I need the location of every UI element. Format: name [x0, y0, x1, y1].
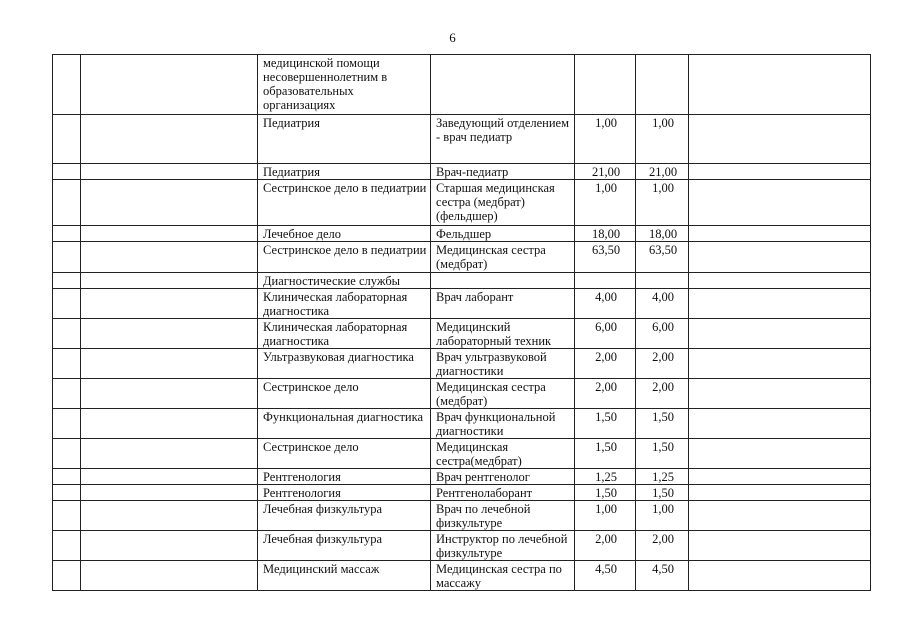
specialty-cell: Диагностические службы: [258, 273, 431, 289]
staff-units-actual-cell: 2,00: [636, 349, 689, 379]
staff-units-cell: 1,50: [575, 409, 636, 439]
note-cell: [689, 531, 871, 561]
note-cell: [689, 469, 871, 485]
staffing-table: [52, 54, 871, 591]
staff-units-cell: 6,00: [575, 319, 636, 349]
table-row: [53, 485, 871, 501]
position-cell: Рентгенолаборант: [431, 485, 575, 501]
table-row: [53, 55, 871, 115]
row-number-cell: [53, 349, 81, 379]
table-row: [53, 115, 871, 164]
staff-units-actual-cell: 1,50: [636, 485, 689, 501]
table-row: [53, 289, 871, 319]
staff-units-actual-cell: 4,50: [636, 561, 689, 591]
row-number-cell: [53, 115, 81, 164]
section-cell: [81, 180, 258, 226]
section-cell: [81, 273, 258, 289]
position-cell: Медицинский лабораторный техник: [431, 319, 575, 349]
staff-units-cell: 2,00: [575, 379, 636, 409]
staff-units-actual-cell: 4,00: [636, 289, 689, 319]
specialty-cell: Сестринское дело в педиатрии: [258, 180, 431, 226]
section-cell: [81, 501, 258, 531]
row-number-cell: [53, 242, 81, 273]
table-body: [53, 55, 871, 591]
section-cell: [81, 164, 258, 180]
table-row: [53, 379, 871, 409]
specialty-cell: Педиатрия: [258, 164, 431, 180]
row-number-cell: [53, 379, 81, 409]
row-number-cell: [53, 289, 81, 319]
staff-units-actual-cell: 1,25: [636, 469, 689, 485]
section-cell: [81, 319, 258, 349]
section-cell: [81, 485, 258, 501]
position-cell: Врач по лечебной физкультуре: [431, 501, 575, 531]
specialty-cell: Клиническая лабораторная диагностика: [258, 289, 431, 319]
staff-units-actual-cell: 2,00: [636, 379, 689, 409]
row-number-cell: [53, 469, 81, 485]
staff-units-cell: 1,50: [575, 439, 636, 469]
table-row: [53, 273, 871, 289]
table-row: [53, 439, 871, 469]
note-cell: [689, 242, 871, 273]
staff-units-actual-cell: 21,00: [636, 164, 689, 180]
staff-units-actual-cell: 1,50: [636, 409, 689, 439]
position-cell: Медицинская сестра (медбрат): [431, 379, 575, 409]
table-row: [53, 226, 871, 242]
specialty-cell: Лечебное дело: [258, 226, 431, 242]
row-number-cell: [53, 55, 81, 115]
note-cell: [689, 409, 871, 439]
position-cell: Врач функциональной диагностики: [431, 409, 575, 439]
table-row: [53, 180, 871, 226]
section-cell: [81, 55, 258, 115]
specialty-cell: Функциональная диагностика: [258, 409, 431, 439]
row-number-cell: [53, 273, 81, 289]
section-cell: [81, 561, 258, 591]
staff-units-cell: 1,25: [575, 469, 636, 485]
position-cell: Инструктор по лечебной физкультуре: [431, 531, 575, 561]
position-cell: Старшая медицинская сестра (медбрат) (фельдшер): [431, 180, 575, 226]
position-cell: Заведующий отделением - врач педиатр: [431, 115, 575, 164]
note-cell: [689, 55, 871, 115]
note-cell: [689, 501, 871, 531]
table-row: [53, 242, 871, 273]
staff-units-cell: 1,00: [575, 180, 636, 226]
specialty-cell: Ультразвуковая диагностика: [258, 349, 431, 379]
staff-units-actual-cell: 1,00: [636, 115, 689, 164]
section-cell: [81, 115, 258, 164]
row-number-cell: [53, 531, 81, 561]
table-row: [53, 469, 871, 485]
table-row: [53, 349, 871, 379]
position-cell: Врач лаборант: [431, 289, 575, 319]
row-number-cell: [53, 226, 81, 242]
section-cell: [81, 439, 258, 469]
staff-units-actual-cell: 1,50: [636, 439, 689, 469]
specialty-cell: Рентгенология: [258, 485, 431, 501]
staff-units-actual-cell: 6,00: [636, 319, 689, 349]
row-number-cell: [53, 485, 81, 501]
staff-units-actual-cell: [636, 273, 689, 289]
row-number-cell: [53, 164, 81, 180]
note-cell: [689, 485, 871, 501]
staff-units-actual-cell: 1,00: [636, 501, 689, 531]
row-number-cell: [53, 409, 81, 439]
specialty-cell: медицинской помощи несовершеннолетним в образовательных организациях: [258, 55, 431, 115]
row-number-cell: [53, 319, 81, 349]
staff-units-actual-cell: 18,00: [636, 226, 689, 242]
section-cell: [81, 349, 258, 379]
table-row: [53, 561, 871, 591]
note-cell: [689, 226, 871, 242]
note-cell: [689, 439, 871, 469]
section-cell: [81, 226, 258, 242]
row-number-cell: [53, 439, 81, 469]
staff-units-cell: 63,50: [575, 242, 636, 273]
position-cell: Фельдшер: [431, 226, 575, 242]
table-row: [53, 531, 871, 561]
section-cell: [81, 469, 258, 485]
position-cell: [431, 273, 575, 289]
table-row: [53, 164, 871, 180]
staff-units-cell: 2,00: [575, 349, 636, 379]
row-number-cell: [53, 561, 81, 591]
staff-units-cell: 4,50: [575, 561, 636, 591]
specialty-cell: Лечебная физкультура: [258, 501, 431, 531]
section-cell: [81, 531, 258, 561]
staff-units-cell: [575, 55, 636, 115]
note-cell: [689, 180, 871, 226]
note-cell: [689, 379, 871, 409]
staff-units-cell: 21,00: [575, 164, 636, 180]
specialty-cell: Сестринское дело: [258, 379, 431, 409]
staff-units-cell: 2,00: [575, 531, 636, 561]
position-cell: Врач-педиатр: [431, 164, 575, 180]
note-cell: [689, 164, 871, 180]
specialty-cell: Клиническая лабораторная диагностика: [258, 319, 431, 349]
note-cell: [689, 115, 871, 164]
position-cell: [431, 55, 575, 115]
staff-units-cell: 1,50: [575, 485, 636, 501]
section-cell: [81, 409, 258, 439]
specialty-cell: Рентгенология: [258, 469, 431, 485]
specialty-cell: Педиатрия: [258, 115, 431, 164]
staff-units-cell: 1,00: [575, 115, 636, 164]
staff-units-actual-cell: 1,00: [636, 180, 689, 226]
section-cell: [81, 242, 258, 273]
staff-units-cell: 4,00: [575, 289, 636, 319]
staff-units-actual-cell: 2,00: [636, 531, 689, 561]
staff-units-cell: 18,00: [575, 226, 636, 242]
position-cell: Врач ультразвуковой диагностики: [431, 349, 575, 379]
specialty-cell: Сестринское дело в педиатрии: [258, 242, 431, 273]
position-cell: Медицинская сестра по массажу: [431, 561, 575, 591]
staff-units-actual-cell: 63,50: [636, 242, 689, 273]
note-cell: [689, 319, 871, 349]
row-number-cell: [53, 501, 81, 531]
note-cell: [689, 273, 871, 289]
specialty-cell: Сестринское дело: [258, 439, 431, 469]
specialty-cell: Лечебная физкультура: [258, 531, 431, 561]
position-cell: Медицинская сестра(медбрат): [431, 439, 575, 469]
section-cell: [81, 379, 258, 409]
staff-units-cell: [575, 273, 636, 289]
staff-units-cell: 1,00: [575, 501, 636, 531]
table-row: [53, 501, 871, 531]
staff-units-actual-cell: [636, 55, 689, 115]
position-cell: Медицинская сестра (медбрат): [431, 242, 575, 273]
note-cell: [689, 561, 871, 591]
position-cell: Врач рентгенолог: [431, 469, 575, 485]
section-cell: [81, 289, 258, 319]
note-cell: [689, 349, 871, 379]
table-row: [53, 409, 871, 439]
note-cell: [689, 289, 871, 319]
page-number: 6: [449, 30, 456, 45]
specialty-cell: Медицинский массаж: [258, 561, 431, 591]
row-number-cell: [53, 180, 81, 226]
table-row: [53, 319, 871, 349]
